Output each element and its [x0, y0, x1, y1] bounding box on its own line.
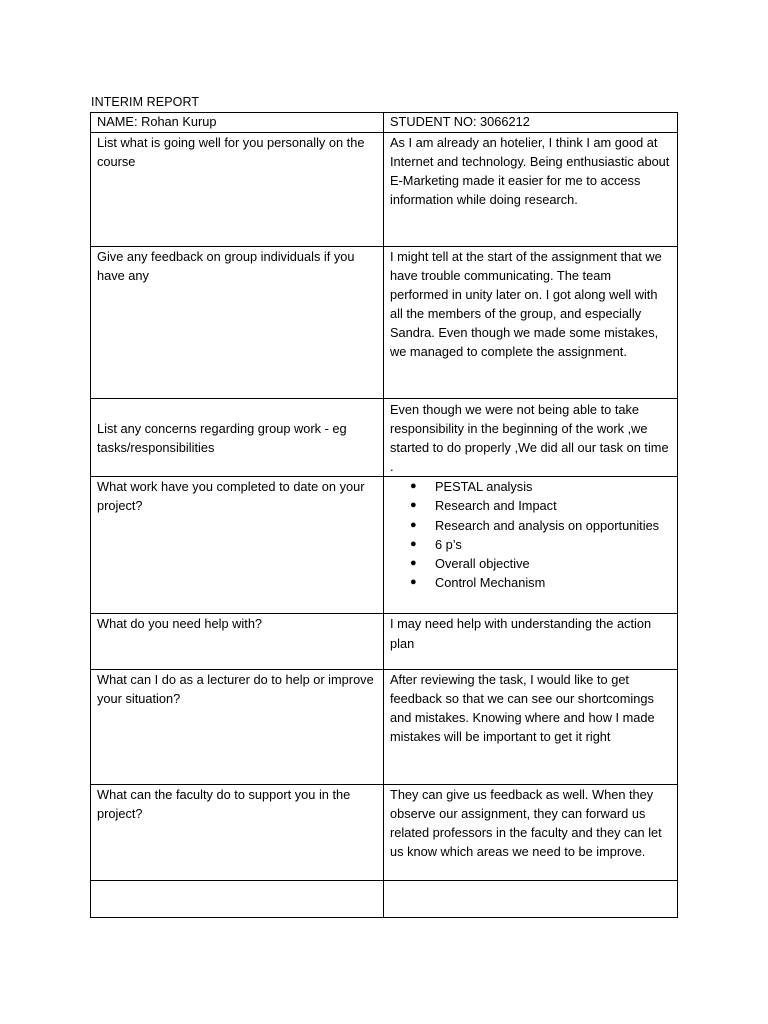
- table-row-empty: [91, 881, 678, 918]
- list-item: [390, 573, 671, 592]
- list-item: [390, 496, 671, 515]
- table-header-row: [91, 113, 678, 133]
- answer-cell: [384, 247, 678, 399]
- question-cell: [91, 247, 384, 399]
- answer-cell: [384, 477, 678, 614]
- list-item-label: Control Mechanism: [435, 575, 546, 591]
- list-item: [390, 477, 671, 496]
- bullet-dot-icon: ●: [410, 480, 417, 492]
- question-cell: [91, 670, 384, 785]
- question-text: List what is going well for you personally on the course: [97, 135, 365, 169]
- answer-text: They can give us feedback as well. When they observe our assignment, they can forward us related professors in the faculty and they can let us know which areas we need to be improve.: [390, 787, 662, 859]
- answer-cell: [384, 614, 678, 670]
- list-item-label: 6 p’s: [435, 536, 462, 552]
- question-cell: [91, 133, 384, 247]
- list-item-label: Research and Impact: [435, 498, 557, 514]
- list-item: [390, 554, 671, 573]
- bullet-dot-icon: ●: [410, 557, 417, 570]
- answer-text: Even though we were not being able to take responsibility in the beginning of the work ,we started to do properly ,We did all our task on time .: [390, 402, 669, 474]
- table-row: [91, 785, 678, 881]
- answer-text: As I am already an hotelier, I think I am good at Internet and technology. Being enthusiastic about E-Marketing made it easier for me to access information while doing research.: [390, 135, 670, 207]
- bullet-dot-icon: ●: [410, 518, 417, 531]
- table-row: [91, 399, 678, 477]
- list-item-label: PESTAL analysis: [435, 479, 533, 494]
- question-cell: [91, 477, 384, 614]
- question-text: Give any feedback on group individuals if you have any: [97, 249, 355, 283]
- answer-text: After reviewing the task, I would like to get feedback so that we can see our shortcomings and mistakes. Knowing where and how I made mistakes will be important to get it right: [390, 672, 655, 744]
- question-text: What work have you completed to date on your project?: [97, 479, 365, 513]
- answer-text: I might tell at the start of the assignment that we have trouble communicating. The team performed in unity later on. I got along well with all the members of the group, and especially Sandra. Even though we made some mistakes, we managed to complete the assignment.: [390, 249, 662, 359]
- answer-cell: [384, 399, 678, 477]
- completed-work-list: [390, 477, 671, 593]
- question-cell: [91, 614, 384, 670]
- bullet-dot-icon: ●: [410, 576, 417, 589]
- answer-cell: [384, 670, 678, 785]
- question-cell: [91, 785, 384, 881]
- question-cell: [91, 399, 384, 477]
- bullet-dot-icon: ●: [410, 499, 417, 512]
- question-text: What can the faculty do to support you in the project?: [97, 787, 351, 821]
- table-row: [91, 614, 678, 670]
- answer-cell: [384, 785, 678, 881]
- table-row: [91, 670, 678, 785]
- answer-cell: [384, 133, 678, 247]
- interim-report-table: [90, 112, 678, 918]
- table-row: [91, 477, 678, 614]
- empty-answer-cell: [384, 881, 678, 918]
- question-text: What do you need help with?: [97, 616, 263, 631]
- question-text: What can I do as a lecturer do to help or improve your situation?: [97, 672, 374, 706]
- student-number-cell: STUDENT NO: 3066212: [384, 113, 678, 133]
- list-item-label: Research and analysis on opportunities: [435, 517, 660, 533]
- answer-text: I may need help with understanding the action plan: [390, 616, 652, 651]
- table-row: [91, 247, 678, 399]
- list-item: [390, 516, 671, 535]
- bullet-dot-icon: ●: [410, 537, 417, 550]
- table-row: [91, 133, 678, 247]
- empty-question-cell: [91, 881, 384, 918]
- list-item: [390, 535, 671, 554]
- student-name-cell: NAME: Rohan Kurup: [91, 113, 384, 133]
- list-item-label: Overall objective: [435, 556, 530, 572]
- document-title: INTERIM REPORT: [91, 95, 200, 109]
- question-text: List any concerns regarding group work - eg tasks/responsibilities: [97, 420, 347, 455]
